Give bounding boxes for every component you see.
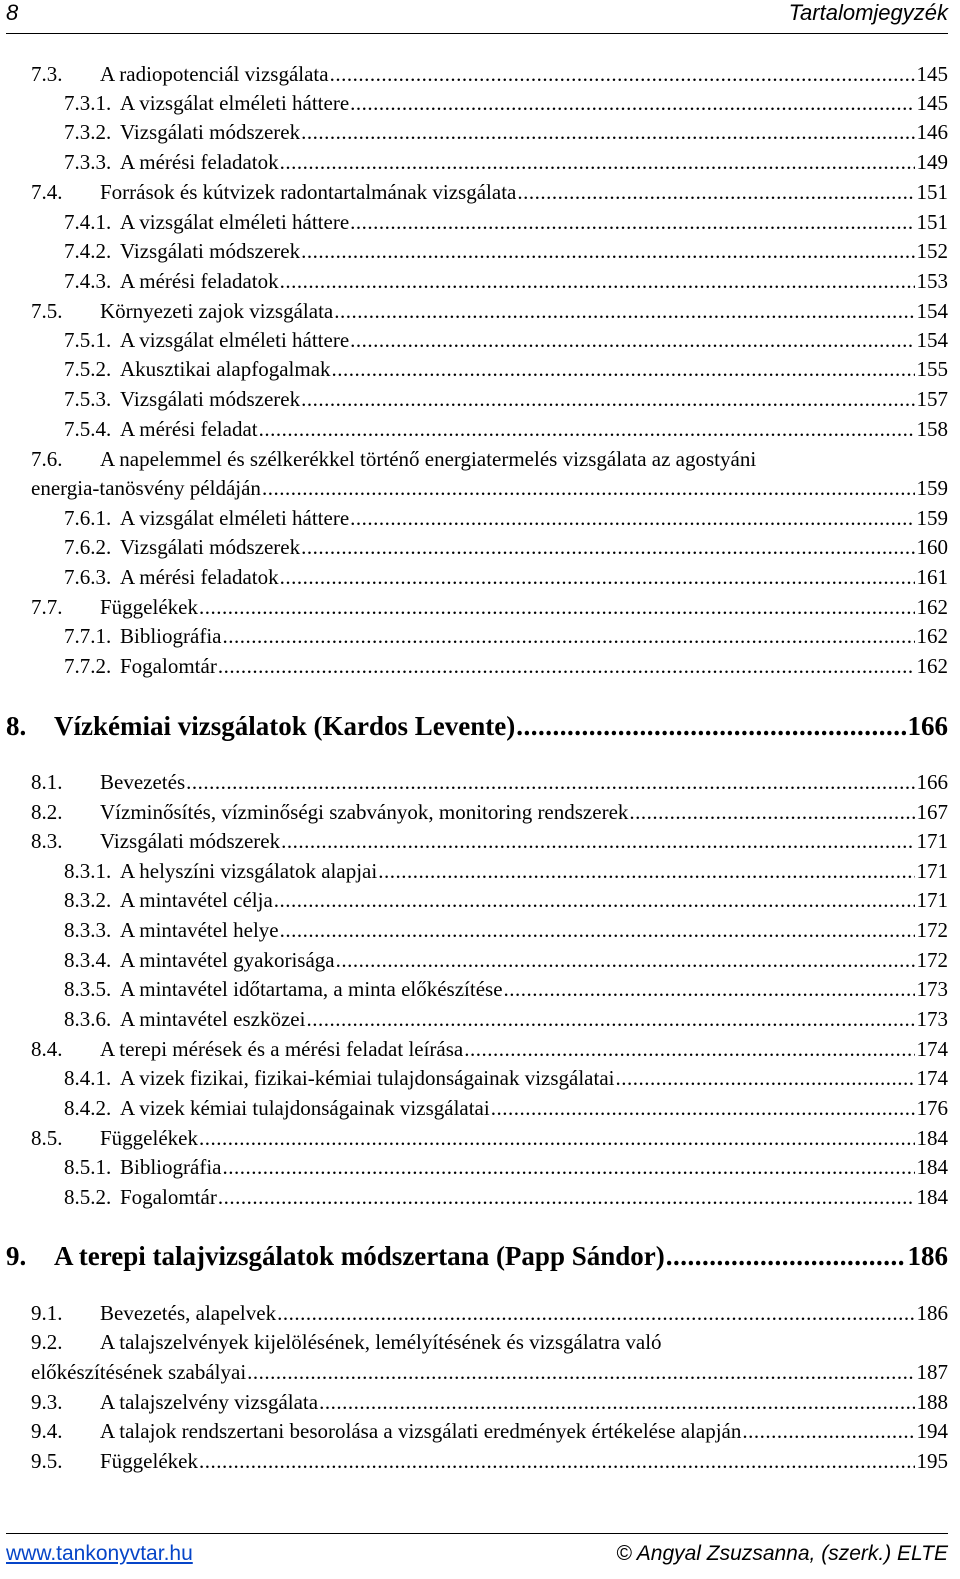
- toc-entry[interactable]: 7.3. A radiopotenciál vizsgálata ..... 145: [31, 60, 948, 89]
- toc-entry-wrapped[interactable]: 9.2. A talajszelvények kijelölésének, lemélyítésének és vizsgálatra való: [31, 1330, 662, 1354]
- toc-entry[interactable]: 8.3.2. A mintavétel célja ..... 171: [64, 886, 948, 915]
- toc-chapter-entry[interactable]: 8. Vízkémiai vizsgálatok (Kardos Levente) ..... 166: [6, 706, 948, 746]
- page-number: 8: [6, 0, 19, 25]
- toc-entry[interactable]: 8.4.1. A vizek fizikai, fizikai-kémiai tulajdonságainak vizsgálatai ..... 174: [64, 1064, 948, 1093]
- toc-entry[interactable]: 8.5.1. Bibliográfia ..... 184: [64, 1153, 948, 1182]
- toc-entry[interactable]: 9.4. A talajok rendszertani besorolása a vizsgálati eredmények értékelése alapján ..... 194: [31, 1417, 948, 1446]
- toc-entry[interactable]: 7.3.2. Vizsgálati módszerek ..... 146: [64, 118, 948, 147]
- toc-entry[interactable]: 7.5.3. Vizsgálati módszerek ..... 157: [64, 385, 948, 414]
- toc-entry[interactable]: 7.4.1. A vizsgálat elméleti háttere ..... 151: [64, 208, 948, 237]
- toc-entry[interactable]: 7.6.3. A mérési feladatok ..... 161: [64, 563, 948, 592]
- toc-entry[interactable]: 9.3. A talajszelvény vizsgálata ..... 188: [31, 1388, 948, 1417]
- toc-entry[interactable]: 7.6.2. Vizsgálati módszerek ..... 160: [64, 533, 948, 562]
- toc-entry[interactable]: 7.3.3. A mérési feladatok ..... 149: [64, 148, 948, 177]
- toc-entry[interactable]: 7.3.1. A vizsgálat elméleti háttere ..... 145: [64, 89, 948, 118]
- page-footer: [6, 1533, 948, 1574]
- toc-entry-wrapped[interactable]: 7.6. A napelemmel és szélkerékkel történő energiatermelés vizsgálata az agostyáni: [31, 447, 757, 471]
- toc-chapter-entry[interactable]: 9. A terepi talajvizsgálatok módszertana (Papp Sándor) ..... 186: [6, 1236, 948, 1276]
- footer-copyright: © Angyal Zsuzsanna, (szerk.) ELTE: [616, 1542, 948, 1565]
- toc-entry[interactable]: 8.4.2. A vizek kémiai tulajdonságainak vizsgálatai ..... 176: [64, 1094, 948, 1123]
- toc-entry[interactable]: 9.5. Függelékek ..... 195: [31, 1447, 948, 1476]
- toc-entry[interactable]: 8.3.4. A mintavétel gyakorisága ..... 172: [64, 946, 948, 975]
- toc-entry[interactable]: 8.4. A terepi mérések és a mérési feladat leírása ..... 174: [31, 1035, 948, 1064]
- toc-entry[interactable]: 7.7.2. Fogalomtár ..... 162: [64, 652, 948, 681]
- toc-entry[interactable]: 7.7. Függelékek ..... 162: [31, 593, 948, 622]
- toc-entry[interactable]: 8.3.6. A mintavétel eszközei ..... 173: [64, 1005, 948, 1034]
- toc-entry[interactable]: 8.3.5. A mintavétel időtartama, a minta előkészítése ..... 173: [64, 975, 948, 1004]
- toc-entry[interactable]: 7.4. Források és kútvizek radontartalmának vizsgálata ..... 151: [31, 178, 948, 207]
- toc-entry[interactable]: 9.1. Bevezetés, alapelvek ..... 186: [31, 1299, 948, 1328]
- toc-entry[interactable]: 8.5. Függelékek ..... 184: [31, 1124, 948, 1153]
- toc-entry[interactable]: 7.4.3. A mérési feladatok ..... 153: [64, 267, 948, 296]
- page-header: [6, 0, 948, 33]
- toc-entry[interactable]: 7.5.1. A vizsgálat elméleti háttere ..... 154: [64, 326, 948, 355]
- header-rule: [6, 33, 948, 34]
- toc-entry[interactable]: 8.2. Vízminősítés, vízminőségi szabványok, monitoring rendszerek ..... 167: [31, 798, 948, 827]
- toc-entry[interactable]: 7.5.4. A mérési feladat ..... 158: [64, 415, 948, 444]
- toc-entry[interactable]: 8.1. Bevezetés ..... 166: [31, 768, 948, 797]
- toc-entry[interactable]: 8.5.2. Fogalomtár ..... 184: [64, 1183, 948, 1212]
- header-title: Tartalomjegyzék: [788, 0, 948, 25]
- footer-link[interactable]: www.tankonyvtar.hu: [6, 1542, 193, 1565]
- toc-entry[interactable]: 7.5.2. Akusztikai alapfogalmak ..... 155: [64, 355, 948, 384]
- toc-entry-continuation[interactable]: energia-tanösvény példáján ..... 159: [31, 474, 948, 503]
- toc-entry[interactable]: 8.3.3. A mintavétel helye ..... 172: [64, 916, 948, 945]
- toc-entry[interactable]: 7.5. Környezeti zajok vizsgálata ..... 154: [31, 297, 948, 326]
- toc-entry[interactable]: 7.4.2. Vizsgálati módszerek ..... 152: [64, 237, 948, 266]
- toc-entry[interactable]: 8.3. Vizsgálati módszerek ..... 171: [31, 827, 948, 856]
- toc-entry[interactable]: 7.7.1. Bibliográfia ..... 162: [64, 622, 948, 651]
- toc-entry-continuation[interactable]: előkészítésének szabályai ..... 187: [31, 1358, 948, 1387]
- toc-entry[interactable]: 7.6.1. A vizsgálat elméleti háttere ..... 159: [64, 504, 948, 533]
- toc-entry[interactable]: 8.3.1. A helyszíni vizsgálatok alapjai ..... 171: [64, 857, 948, 886]
